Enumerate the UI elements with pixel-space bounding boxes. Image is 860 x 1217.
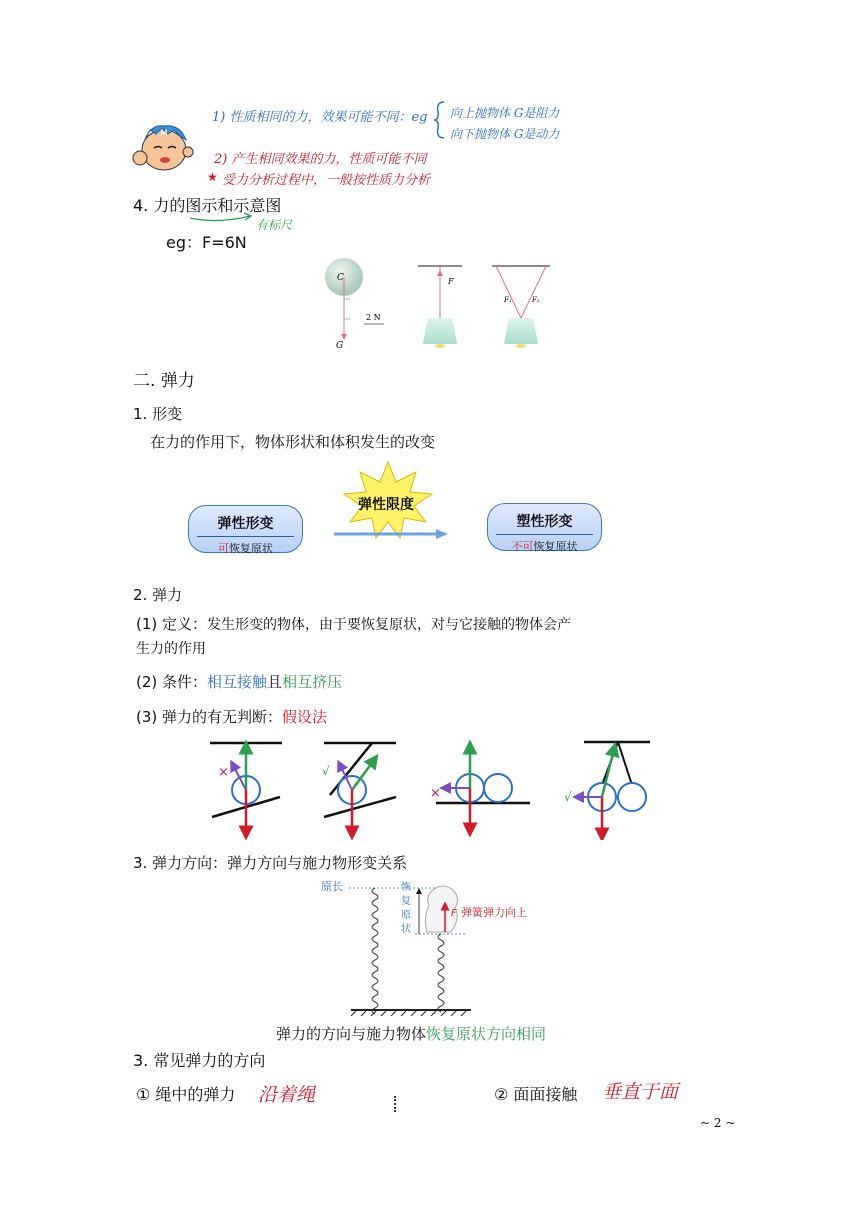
item-rope-hand: 沿着绳 [258, 1084, 316, 1106]
starburst-arrow-figure [320, 460, 456, 546]
label-spring-up: 弹簧弹力向上 [461, 906, 527, 919]
judge-method: 假设法 [282, 708, 328, 726]
mark-x-1: × [218, 765, 229, 780]
caption-part-b: 恢复原状方向相同 [426, 1025, 547, 1043]
label-recover-4: 状 [401, 924, 411, 935]
note-line-1: 1) 性质相同的力，效果可能不同：eg [212, 110, 428, 125]
note-brace-a: 向上抛物体 G是阻力 [450, 106, 560, 120]
plastic-label: 塑性形变 [516, 514, 573, 530]
label-recover-1: 恢 [401, 882, 411, 893]
caption-part-a: 弹力的方向与施力物体 [276, 1025, 427, 1043]
annotation-ruler: 有标尺 [256, 218, 293, 232]
label-f2: F₂ [532, 296, 540, 304]
item-surface: ② 面面接触 [494, 1085, 578, 1104]
label-c: C [337, 273, 344, 283]
note-brace-b: 向下抛物体 G是动力 [450, 127, 560, 141]
label-spring-f: F [451, 908, 457, 919]
section-4-title: 4. 力的图示和示意图 [133, 196, 282, 215]
sub-3-title: 3. 弹力方向：弹力方向与施力物形变关系 [133, 854, 408, 872]
definition-text: 发生形变的物体，由于要恢复原状，对与它接触的物体会产 [207, 617, 572, 633]
spring-figure [315, 876, 575, 1016]
mark-check-1: √ [322, 764, 330, 778]
star-icon: ★ [207, 170, 218, 184]
deformation-definition: 在力的作用下，物体形状和体积发生的改变 [150, 433, 436, 451]
elastic-label: 弹性形变 [217, 516, 274, 532]
part-2-title: 二. 弹力 [133, 371, 195, 391]
elastic-can: 可 [218, 542, 229, 555]
brace-icon [432, 100, 446, 140]
item-rope: ① 绳中的弹力 [136, 1085, 236, 1104]
annotation-arrow-icon [188, 210, 258, 224]
definition-text-2: 生力的作用 [136, 641, 206, 657]
plastic-recover: 恢复原状 [533, 540, 578, 553]
example-force: eg：F=6N [166, 233, 247, 252]
elastic-force-judgement-figure [200, 735, 660, 840]
mark-x-2: × [430, 786, 441, 801]
note-line-3: 受力分析过程中，一般按性质力分析 [222, 173, 431, 188]
plastic-deformation-box [487, 503, 602, 551]
sub-2-title: 2. 弹力 [133, 586, 183, 604]
sub-4-title: 3. 常见弹力的方向 [133, 1051, 266, 1070]
label-scale: 2 N [366, 313, 381, 322]
label-recover-2: 复 [401, 896, 411, 907]
mark-check-2: √ [564, 790, 572, 804]
definition-label: (1) 定义： [136, 615, 208, 633]
svg-text:M: M [160, 129, 168, 139]
label-f: F [448, 277, 454, 286]
label-g: G [336, 341, 344, 351]
condition-and: 且 [267, 673, 283, 691]
condition-label: (2) 条件： [136, 673, 208, 691]
elastic-deformation-box [188, 505, 303, 553]
elastic-recover: 恢复原状 [229, 542, 273, 555]
elastic-limit: 弹性限度 [358, 497, 414, 513]
condition-squeeze: 相互挤压 [282, 673, 343, 691]
plastic-cannot: 不可 [511, 540, 534, 553]
label-original-length: 原长 [321, 880, 343, 893]
force-diagram-figure [320, 256, 560, 356]
definition-row [136, 613, 571, 634]
item-surface-hand: 垂直于面 [602, 1081, 679, 1103]
label-recover-3: 原 [401, 910, 411, 921]
note-line-2: 2) 产生相同效果的力，性质可能不同 [214, 152, 427, 167]
sub-1-title: 1. 形变 [133, 405, 183, 423]
dotted-divider [394, 1096, 398, 1112]
condition-contact: 相互接触 [207, 673, 268, 691]
label-f1: F₁ [504, 296, 512, 304]
page-number: ~ 2 ~ [700, 1116, 736, 1130]
cartoon-thinking-face [130, 118, 200, 178]
judge-row [136, 706, 327, 727]
spring-caption [276, 1023, 546, 1044]
condition-row [136, 671, 342, 692]
judge-label: (3) 弹力的有无判断： [136, 708, 283, 726]
